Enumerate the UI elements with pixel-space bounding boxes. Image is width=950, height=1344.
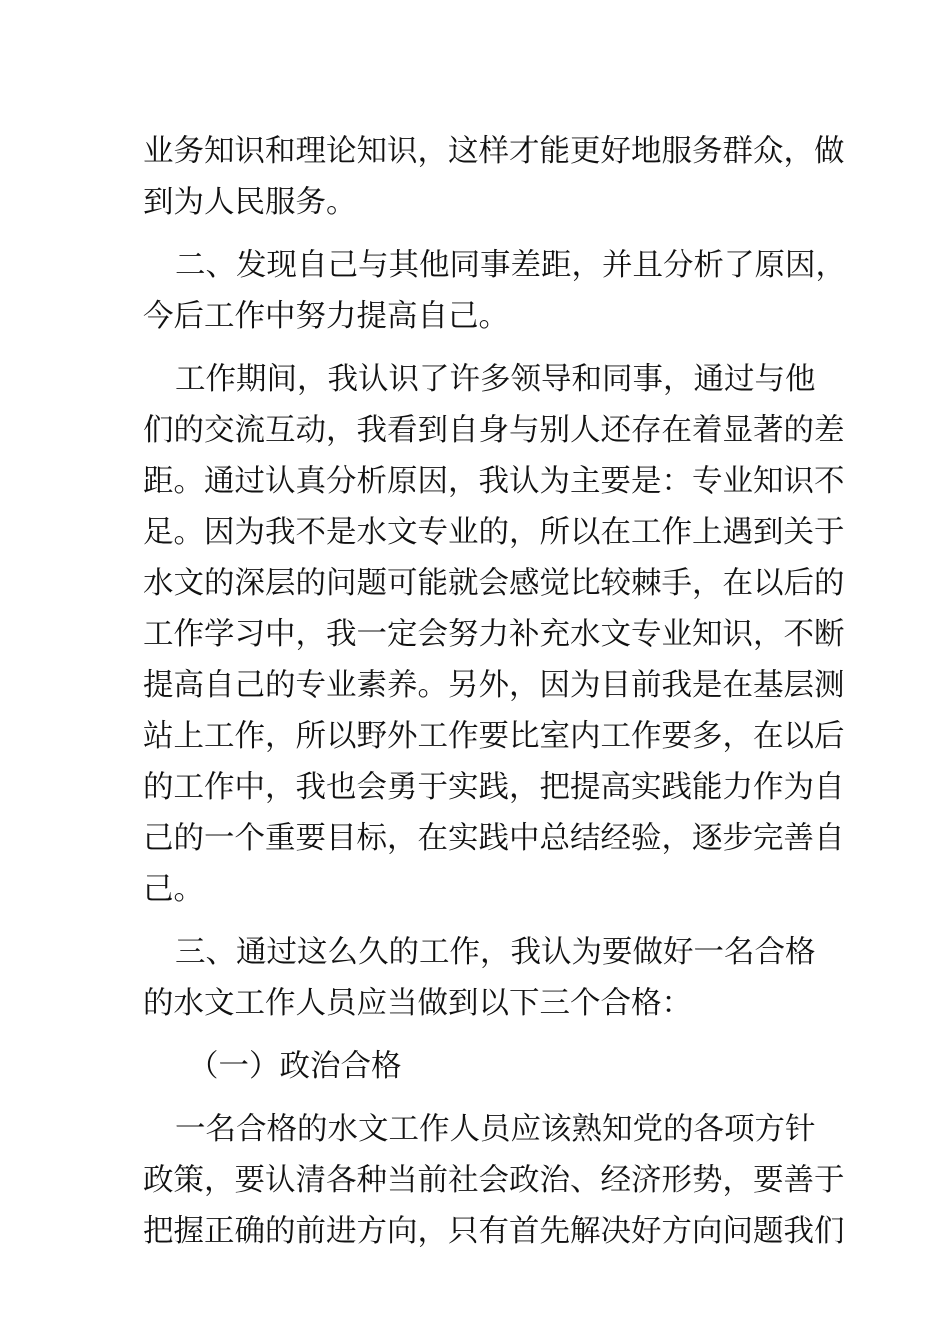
section-heading-line: 的水文工作人员应当做到以下三个合格： — [143, 986, 692, 1021]
text-line: 己的一个重要目标，在实践中总结经验，逐步完善自 — [143, 821, 845, 856]
text-line: 站上工作，所以野外工作要比室内工作要多，在以后 — [143, 719, 845, 754]
text-line: 把握正确的前进方向，只有首先解决好方向问题我们 — [143, 1214, 845, 1249]
text-line: 的工作中，我也会勇于实践，把提高实践能力作为自 — [143, 770, 845, 805]
text-line: 业务知识和理论知识，这样才能更好地服务群众，做 — [143, 134, 845, 169]
text-line: 水文的深层的问题可能就会感觉比较棘手，在以后的 — [143, 566, 845, 601]
subsection-heading: （一）政治合格 — [188, 1049, 402, 1084]
text-line: 们的交流互动，我看到自身与别人还存在着显著的差 — [143, 413, 845, 448]
text-line: 到为人民服务。 — [143, 185, 357, 220]
section-heading-line: 今后工作中努力提高自己。 — [143, 299, 509, 334]
text-line: 己。 — [143, 872, 204, 907]
text-line: 足。因为我不是水文专业的，所以在工作上遇到关于 — [143, 515, 845, 550]
section-heading-line: 三、通过这么久的工作，我认为要做好一名合格 — [175, 935, 816, 970]
text-line: 提高自己的专业素养。另外，因为目前我是在基层测 — [143, 668, 845, 703]
section-heading-line: 二、发现自己与其他同事差距，并且分析了原因， — [175, 248, 846, 283]
text-line: 工作学习中，我一定会努力补充水文专业知识，不断 — [143, 617, 845, 652]
text-line: 政策，要认清各种当前社会政治、经济形势，要善于 — [143, 1163, 845, 1198]
text-line: 距。通过认真分析原因，我认为主要是：专业知识不 — [143, 464, 845, 499]
text-line: 工作期间，我认识了许多领导和同事，通过与他 — [175, 362, 816, 397]
document-body — [143, 126, 846, 1257]
text-line: 一名合格的水文工作人员应该熟知党的各项方针 — [175, 1112, 816, 1147]
